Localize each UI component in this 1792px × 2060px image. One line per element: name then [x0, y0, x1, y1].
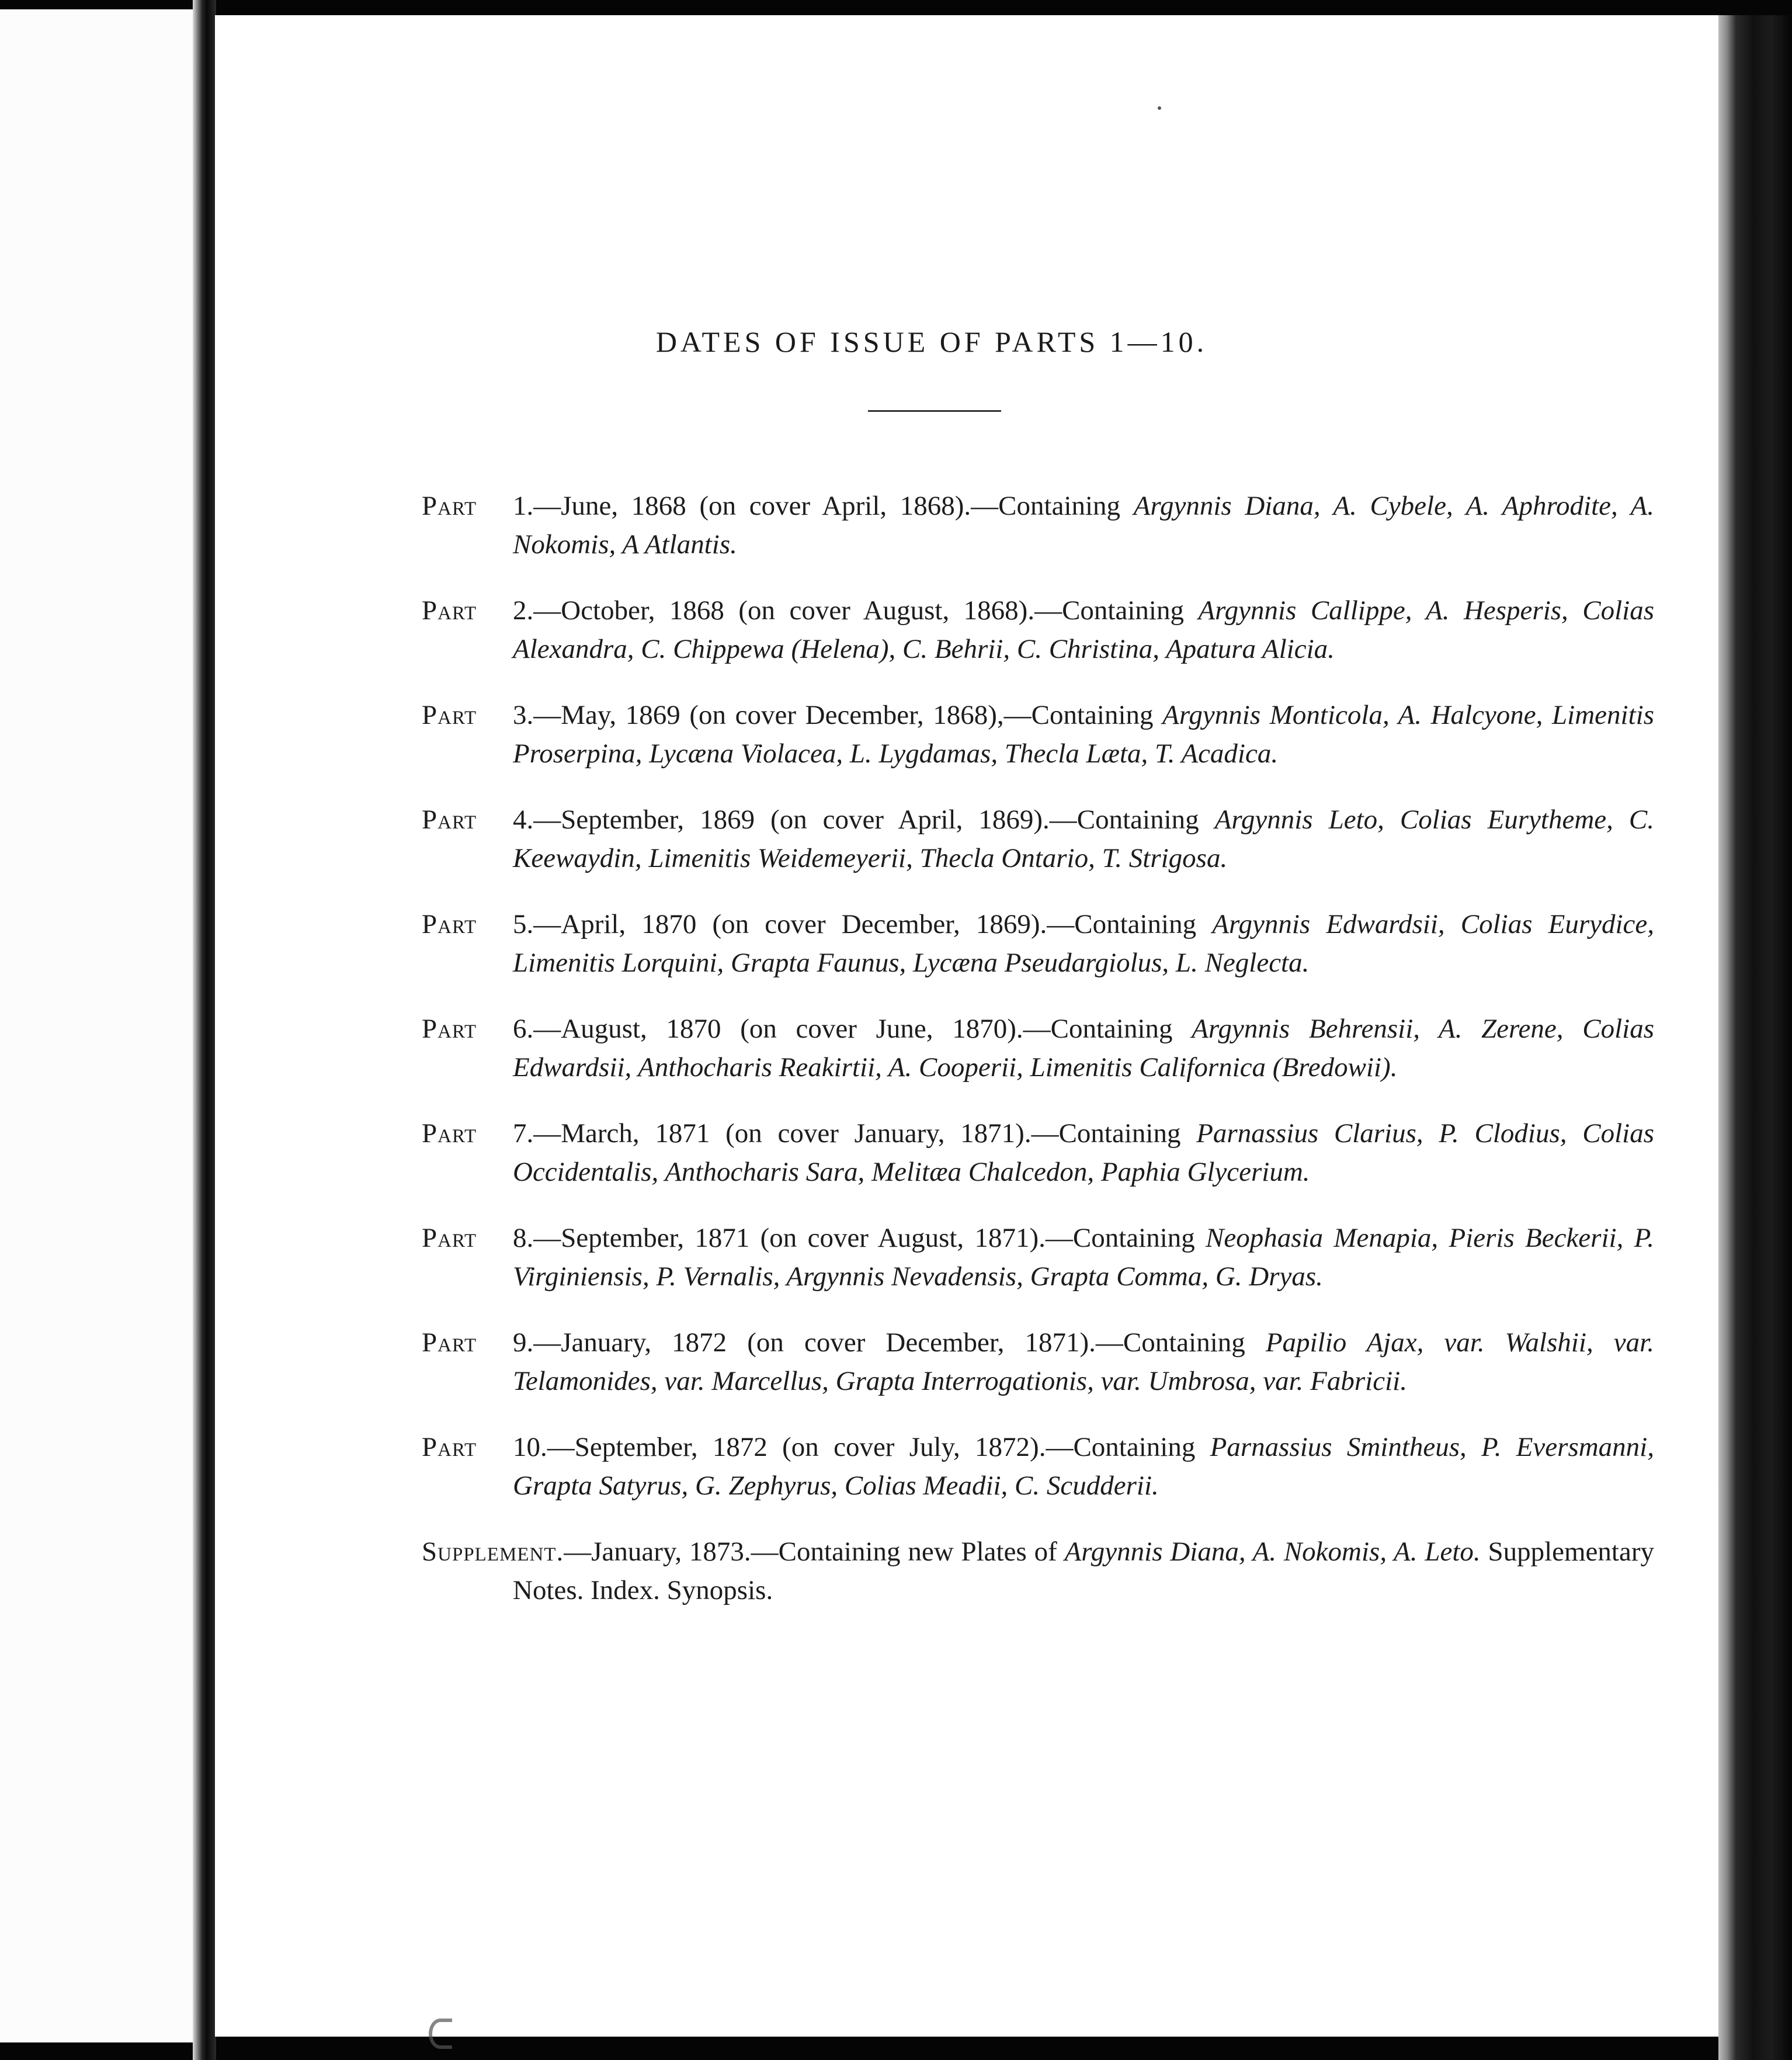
supplement-species: Argynnis Diana, A. Nokomis, A. Leto.: [1064, 1537, 1481, 1567]
supplement-entry: [422, 1532, 1654, 1610]
part-dates: 7.—March, 1871 (on cover January, 1871).—Containing: [513, 1118, 1197, 1149]
document-page: [215, 15, 1718, 2037]
page-title: DATES OF ISSUE OF PARTS 1—10.: [655, 325, 1208, 358]
part-species: Parnassius Smintheus, P. Eversmanni, Grapta Satyrus, G. Zephyrus, Colias Meadii, C. Scudderii.: [513, 1432, 1654, 1501]
part-dates: 3.—May, 1869 (on cover December, 1868),—Containing: [513, 700, 1163, 730]
part-entry-6: [422, 1010, 1654, 1087]
part-dates: 6.—August, 1870 (on cover June, 1870).—Containing: [513, 1014, 1192, 1044]
part-entry-10: [422, 1428, 1654, 1505]
scan-corner-mark: [429, 2019, 452, 2049]
part-entry-9: [422, 1323, 1654, 1400]
left-page-edge: [0, 9, 193, 2042]
part-species: Neophasia Menapia, Pieris Beckerii, P. Virginiensis, P. Vernalis, Argynnis Nevadensis, Grapta Comma, G. Dryas.: [513, 1223, 1654, 1292]
book-gutter: [193, 0, 216, 2060]
title-rule: [868, 410, 1001, 412]
part-species: Argynnis Leto, Colias Eurytheme, C. Keewaydin, Limenitis Weidemeyerii, Thecla Ontario, T. Strigosa.: [513, 804, 1654, 873]
part-entry-4: [422, 800, 1654, 878]
part-species: Argynnis Monticola, A. Halcyone, Limenitis Proserpina, Lycæna Violacea, L. Lygdamas, Thecla Læta, T. Acadica.: [513, 700, 1655, 769]
supplement-tail: Supplementary Notes. Index. Synopsis.: [513, 1537, 1654, 1605]
part-label: Part: [422, 595, 477, 626]
part-species: Parnassius Clarius, P. Clodius, Colias Occidentalis, Anthocharis Sara, Melitæa Chalcedon, Paphia Glycerium.: [513, 1118, 1654, 1187]
part-entry-1: [422, 487, 1654, 564]
part-label: Part: [422, 491, 477, 521]
supplement-label: Supplement.: [422, 1537, 564, 1567]
part-label: Part: [422, 700, 477, 730]
part-dates: 5.—April, 1870 (on cover December, 1869).—Containing: [513, 909, 1213, 939]
part-entry-5: [422, 905, 1654, 982]
part-dates: 1.—June, 1868 (on cover April, 1868).—Containing: [513, 491, 1134, 521]
part-label: Part: [422, 804, 477, 835]
part-species: Argynnis Callippe, A. Hesperis, Colias Alexandra, C. Chippewa (Helena), C. Behrii, C. Christina, Apatura Alicia.: [513, 595, 1655, 664]
book-spine-edge: [1718, 15, 1792, 2060]
part-dates: 10.—September, 1872 (on cover July, 1872).—Containing: [513, 1432, 1210, 1462]
part-label: Part: [422, 1432, 477, 1462]
part-dates: 4.—September, 1869 (on cover April, 1869).—Containing: [513, 804, 1215, 835]
part-entry-2: [422, 591, 1654, 668]
part-entry-7: [422, 1114, 1654, 1191]
part-species: Papilio Ajax, var. Walshii, var. Telamonides, var. Marcellus, Grapta Interrogationis, var. Umbrosa, var. Fabricii.: [513, 1327, 1654, 1396]
part-dates: 8.—September, 1871 (on cover August, 1871).—Containing: [513, 1223, 1206, 1253]
part-dates: 9.—January, 1872 (on cover December, 1871).—Containing: [513, 1327, 1266, 1358]
part-entry-3: [422, 696, 1654, 773]
part-dates: 2.—October, 1868 (on cover August, 1868).—Containing: [513, 595, 1199, 626]
part-label: Part: [422, 1223, 477, 1253]
part-entry-8: [422, 1219, 1654, 1296]
part-species: Argynnis Edwardsii, Colias Eurydice, Limenitis Lorquini, Grapta Faunus, Lycæna Pseudargiolus, L. Neglecta.: [513, 909, 1655, 978]
supplement-dates: —January, 1873.—Containing new Plates of: [564, 1537, 1065, 1567]
part-label: Part: [422, 1014, 477, 1044]
part-species: Argynnis Diana, A. Cybele, A. Aphrodite, A. Nokomis, A Atlantis.: [513, 491, 1654, 560]
part-species: Argynnis Behrensii, A. Zerene, Colias Edwardsii, Anthocharis Reakirtii, A. Cooperii, Limenitis Californica (Bredowii).: [513, 1014, 1654, 1083]
part-label: Part: [422, 909, 477, 939]
part-label: Part: [422, 1327, 477, 1358]
part-label: Part: [422, 1118, 477, 1149]
parts-list: [422, 459, 1654, 1612]
dust-speck: [1158, 106, 1161, 110]
